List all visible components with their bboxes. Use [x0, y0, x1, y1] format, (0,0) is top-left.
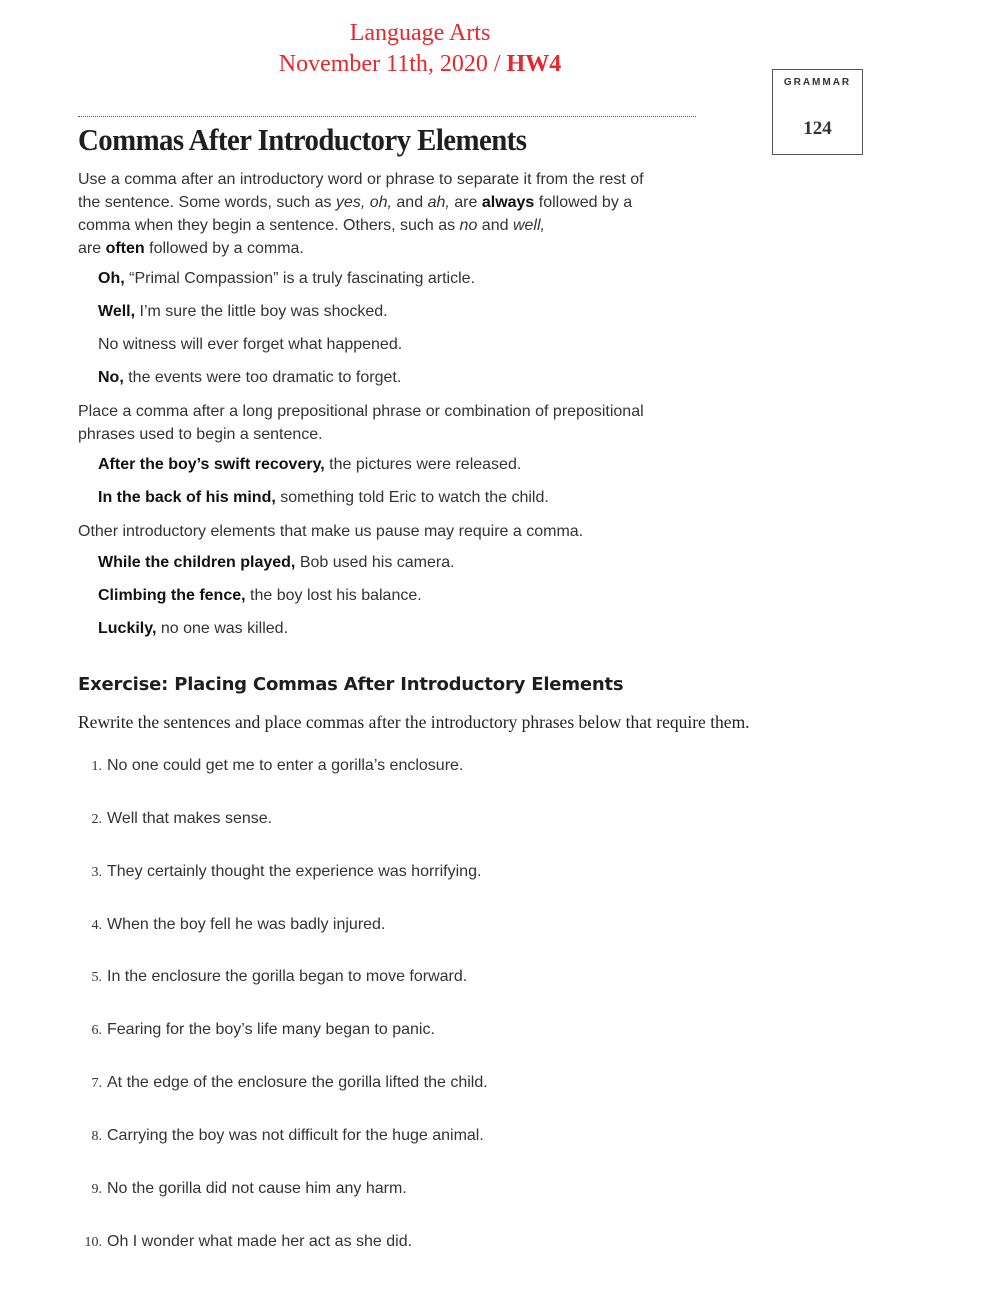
header-assignment: HW4: [506, 51, 562, 77]
exercise-item: [60, 1178, 407, 1202]
item-number: 7.: [91, 1076, 102, 1091]
item-number: 4.: [91, 918, 102, 933]
item-text: Fearing for the boy’s life many began to panic.: [107, 1021, 435, 1038]
intro-paragraph: [78, 168, 653, 260]
intro-text-1: Use a comma after an introductory word or phrase to separate it from the rest of the sentence. Some words, such as: [78, 171, 644, 211]
exercise-item: [60, 861, 481, 885]
example-sentence: After the boy’s swift recovery, the pictures were released.: [98, 456, 522, 473]
example-sentence: While the children played, Bob used his camera.: [98, 554, 455, 571]
item-text: They certainly thought the experience was horrifying.: [107, 863, 482, 880]
badge-label: GRAMMAR: [783, 77, 852, 88]
exercise-item: [60, 755, 463, 779]
exercise-item: [60, 1072, 488, 1096]
item-text: No the gorilla did not cause him any harm.: [107, 1180, 407, 1197]
page-title: Commas After Introductory Elements: [78, 122, 527, 157]
example-sentence: Well, I’m sure the little boy was shocked.: [98, 303, 388, 320]
item-number: 1.: [91, 759, 102, 774]
item-number: 10.: [84, 1235, 102, 1250]
example-sentence: Luckily, no one was killed.: [98, 620, 289, 637]
intro-text-are: are: [454, 194, 478, 211]
badge-page-number: 124: [803, 118, 832, 139]
intro-italic-1: yes, oh,: [335, 194, 392, 211]
item-text: Oh I wonder what made her act as she did.: [107, 1233, 413, 1250]
header-subject: Language Arts: [349, 20, 491, 46]
item-text: Carrying the boy was not difficult for the huge animal.: [107, 1127, 484, 1144]
example-sentence: Climbing the fence, the boy lost his balance.: [98, 587, 422, 604]
intro-bold-always: always: [481, 194, 535, 211]
exercise-item: [60, 1019, 435, 1043]
item-number: 9.: [91, 1182, 102, 1197]
header-date: November 11th, 2020 /: [278, 51, 501, 77]
item-text: In the enclosure the gorilla began to move forward.: [107, 968, 468, 985]
exercise-heading: Exercise: Placing Commas After Introductory Elements: [78, 674, 624, 695]
intro-text-and-2: and: [481, 217, 509, 234]
item-text: At the edge of the enclosure the gorilla lifted the child.: [107, 1074, 488, 1091]
exercise-item: [60, 1231, 412, 1255]
item-number: 6.: [91, 1023, 102, 1038]
intro-text-2: followed by a comma when they begin a sentence. Others, such as: [78, 194, 633, 234]
grammar-badge: [772, 69, 863, 155]
other-elements-paragraph: Other introductory elements that make us pause may require a comma.: [78, 523, 584, 540]
item-text: When the boy fell he was badly injured.: [107, 916, 386, 933]
intro-italic-3: no: [459, 217, 478, 234]
intro-text-end: followed by a comma.: [149, 240, 304, 257]
exercise-item: [60, 966, 467, 990]
item-text: No one could get me to enter a gorilla’s enclosure.: [107, 757, 464, 774]
item-number: 3.: [91, 865, 102, 880]
item-number: 8.: [91, 1129, 102, 1144]
intro-italic-2: ah,: [427, 194, 450, 211]
intro-italic-4: well,: [512, 217, 545, 234]
dotted-divider: [78, 116, 696, 117]
example-sentence: No witness will ever forget what happened.: [98, 336, 403, 353]
exercise-item: [60, 808, 272, 832]
intro-text-and: and: [396, 194, 424, 211]
item-number: 5.: [91, 970, 102, 985]
example-sentence: Oh, “Primal Compassion” is a truly fascinating article.: [98, 270, 476, 287]
header-date-line: [170, 49, 670, 79]
exercise-item: [60, 914, 385, 938]
example-sentence: In the back of his mind, something told Eric to watch the child.: [98, 489, 549, 506]
example-sentence: No, the events were too dramatic to forget.: [98, 369, 402, 386]
intro-text-are-2: are: [78, 240, 102, 257]
exercise-item: [60, 1125, 484, 1149]
exercise-instructions: Rewrite the sentences and place commas after the introductory phrases below that require them.: [78, 712, 750, 732]
prepositional-paragraph: Place a comma after a long prepositional phrase or combination of prepositional phrases used to begin a sentence.: [78, 403, 644, 443]
intro-bold-often: often: [105, 240, 145, 257]
item-number: 2.: [91, 812, 102, 827]
item-text: Well that makes sense.: [107, 810, 273, 827]
